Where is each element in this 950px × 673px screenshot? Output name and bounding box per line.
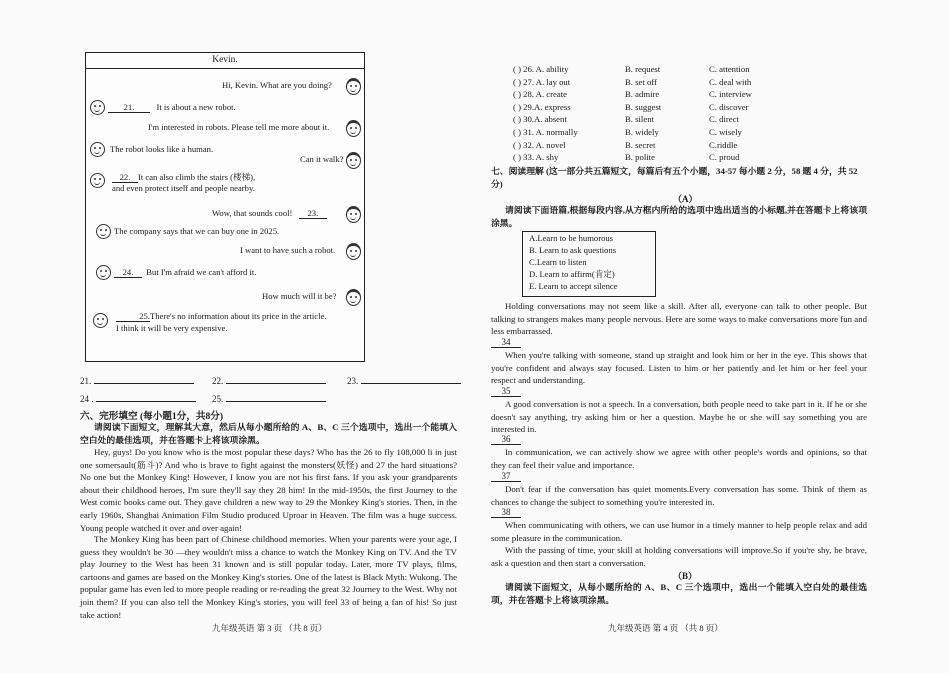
boy-face-icon: [93, 313, 108, 328]
dialogue-text-2: It is about a new robot.: [156, 102, 236, 112]
box-option-d: D. Learn to affirm(肯定): [529, 269, 615, 279]
option-question[interactable]: ( ) 26. A. ability: [513, 64, 569, 74]
paragraph-37: Don't fear if the conversation has quiet moments.Every conversation has some. Think of them as chances to change the subject to something you're interested in.: [491, 484, 867, 507]
footer-left: 九年级英语 第 3 页 （共 8 页）: [212, 623, 327, 633]
option-b: B. request: [625, 64, 661, 74]
option-b: B. secret: [625, 139, 656, 150]
option-question[interactable]: ( ) 30.A. absent: [513, 114, 567, 125]
dialogue-line-3: I'm interested in robots. Please tell me more about it.: [148, 122, 330, 132]
section7-instructions: 请阅读下面语篇,根据每段内容,从方框内所给的选项中选出适当的小标题,并在答题卡上将该项涂黑。: [491, 205, 867, 228]
section6-paragraph-2: The Monkey King has been part of Chinese childhood memories. When your parents were your age, I guess they wouldn't be 30 —they wouldn't miss a chance to watch the Monkey King on TV. And the TV play Journey to the West has been 31 known and is still popular today. Later, more TV plays, films, cartoons and games are based on the Monkey King's stories. One of the latest is Black Myth: Wukong. The popular game has even led to more people reading or re-reading the great 32 Journey to the West. Why not join them? If you can also tell the Monkey King's stories, you will feel 33 of being a fan of his! So just take action!: [80, 534, 457, 620]
dialogue-line-11: How much will it be?: [262, 291, 337, 301]
part-a-label: （A）: [673, 194, 698, 204]
blank-34[interactable]: 34: [491, 337, 521, 348]
box-option-b: B. Learn to ask questions: [529, 245, 617, 255]
option-question[interactable]: ( ) 29.A. express: [513, 101, 571, 112]
option-b: B. widely: [625, 127, 659, 137]
section6-heading: 六、完形填空 (每小题1分，共8分): [80, 411, 224, 422]
answer-line-23[interactable]: 23.: [347, 376, 461, 386]
girl-face-icon: [346, 120, 361, 137]
option-question[interactable]: ( ) 28. A. create: [513, 89, 568, 100]
option-question[interactable]: ( ) 27. A. lay out: [513, 76, 571, 87]
dialogue-line-12b: I think it will be very expensive.: [116, 323, 228, 333]
dialogue-line-12: [116, 311, 326, 322]
box-option-a: A.Learn to be humorous: [529, 233, 614, 243]
option-c: C. wisely: [709, 127, 742, 137]
part-b-label: （B）: [673, 571, 698, 581]
blank-35[interactable]: 35: [491, 386, 521, 397]
dialogue-line-2: [108, 102, 236, 113]
dialogue-line-5: Can it walk?: [300, 154, 344, 164]
blank-38[interactable]: 38: [491, 507, 521, 518]
option-c: C. attention: [709, 64, 750, 74]
dialogue-line-9: I want to have such a robot.: [240, 245, 336, 255]
option-c: C. direct: [709, 114, 739, 125]
dialogue-line-8: The company says that we can buy one in 2025.: [114, 226, 280, 236]
dialogue-text-6a: It can also climb the stairs (楼梯),: [138, 172, 256, 182]
paragraph-closing: With the passing of time, your skill at holding conversations will improve.So if you're shy, be brave, ask a question and then start a conversation.: [491, 545, 867, 568]
option-c: C. deal with: [709, 76, 752, 87]
girl-face-icon: [346, 78, 361, 95]
option-b: B. suggest: [625, 101, 662, 112]
boy-face-icon: [90, 142, 105, 157]
dialogue-text-12a: There's no information about its price in the article.: [150, 311, 327, 321]
option-c: C. interview: [709, 89, 752, 100]
option-b: B. silent: [625, 114, 654, 125]
option-question[interactable]: ( ) 33. A. shy: [513, 152, 559, 163]
box-option-c: C.Learn to listen: [529, 257, 587, 267]
girl-face-icon: [346, 206, 361, 223]
option-c: C.riddle: [709, 139, 738, 150]
answer-line-24[interactable]: 24 .: [80, 394, 196, 404]
dialogue-text-10: But I'm afraid we can't afford it.: [146, 267, 257, 277]
blank-36[interactable]: 36: [491, 434, 521, 445]
girl-face-icon: [346, 243, 361, 260]
blank-21: 21.: [108, 102, 150, 113]
right-page: [475, 0, 950, 673]
answer-line-25[interactable]: 25.: [212, 394, 326, 404]
blank-22: 22.: [112, 172, 138, 183]
blank-24: 24.: [114, 267, 142, 278]
dialogue-line-1: Hi, Kevin. What are you doing?: [222, 80, 332, 90]
paragraph-38: When communicating with others, we can use humor in a timely manner to help people relax and add some pleasure in the communication.: [491, 520, 867, 543]
heading-options-box: [522, 231, 656, 297]
paragraph-35: A good conversation is not a speech. In a conversation, both people need to take part in it. If he or she doesn't say anything, try asking him or her a question. Maybe he or she will say something you are interested in.: [491, 399, 867, 435]
boy-face-icon: [96, 224, 111, 239]
blank-25: 25.: [116, 311, 150, 322]
boy-face-icon: [90, 173, 105, 188]
option-question[interactable]: ( ) 31. A. normally: [513, 127, 578, 137]
dialogue-line-7: [212, 208, 327, 219]
option-c: C. proud: [709, 152, 740, 163]
answer-line-22[interactable]: 22.: [212, 376, 326, 386]
boy-face-icon: [90, 100, 105, 115]
part-b-instructions: 请阅读下面短文，从每小题所给的 A、B、C 三个选项中，选出一个能填入空白处的最佳选项，并在答题卡上将该项涂黑。: [491, 582, 867, 605]
dialogue-line-10: [114, 267, 256, 278]
girl-face-icon: [346, 289, 361, 306]
dialogue-line-4: The robot looks like a human.: [110, 144, 214, 154]
dialogue-line-6: [112, 171, 255, 183]
option-b: B. polite: [625, 152, 655, 163]
blank-37[interactable]: 37: [491, 471, 521, 482]
option-question[interactable]: ( ) 32. A. novel: [513, 139, 566, 150]
boy-face-icon: [96, 265, 111, 280]
section7-heading: 七、阅读理解 (这一部分共五篇短文，每篇后有五个小题，34-57 每小题 2 分，58 题 4 分，共 52 分): [491, 166, 858, 189]
paragraph-34: When you're talking with someone, stand up straight and look him or her in the eye. This shows that you're confident and always stay focused. Listen to him or her patiently and let him or her feel your respect and understanding.: [491, 350, 867, 386]
answer-line-21[interactable]: 21.: [80, 376, 194, 386]
reading-intro: Holding conversations may not seem like a skill. After all, everyone can talk to other people. But talking to strangers makes many people nervous. Here are some ways to make conversations more fun and less embarrassed.: [491, 301, 867, 337]
dialogue-text-7: Wow, that sounds cool!: [212, 208, 293, 218]
option-b: B. admire: [625, 89, 660, 100]
blank-23: 23.: [299, 208, 327, 219]
section6-paragraph-1: Hey, guys! Do you know who is the most popular these days? Who has the 26 to fly 108,000 li in just one somersault(筋斗)? And who is brave to fight against the monsters(妖怪) and 27 the hard situations? No one but the Monkey King! However, I know you are not his first fans. If you ask your grandparents about their childhood heroes, I'm sure they'll say they 28 him! In the mid-1950s, the first Journey to the West comic books came out. They gave children a new way to 29 the Monkey King's stories. Then, in the early 1960s, Shanghai Animation Film Studio produced Uproar in Heaven. The film was a huge success. Young people watched it over and over again!: [80, 447, 457, 533]
dialogue-title: Kevin.: [86, 53, 364, 69]
box-option-e: E. Learn to accept silence: [529, 281, 618, 291]
option-c: C. discover: [709, 101, 749, 112]
section6-instructions: 请阅读下面短文，理解其大意，然后从每小题所给的 A、B、C 三个选项中，选出一个能填入空白处的最佳选项，并在答题卡上将该项涂黑。: [80, 422, 457, 445]
girl-face-icon: [346, 152, 361, 169]
option-b: B. set off: [625, 76, 657, 87]
paragraph-36: In communication, we can actively show we agree with other people's words and opinions, so that they can feel their value and importance.: [491, 447, 867, 470]
footer-right: 九年级英语 第 4 页 （共 8 页）: [608, 623, 723, 633]
dialogue-line-6b: and even protect itself and people nearby.: [112, 183, 255, 193]
